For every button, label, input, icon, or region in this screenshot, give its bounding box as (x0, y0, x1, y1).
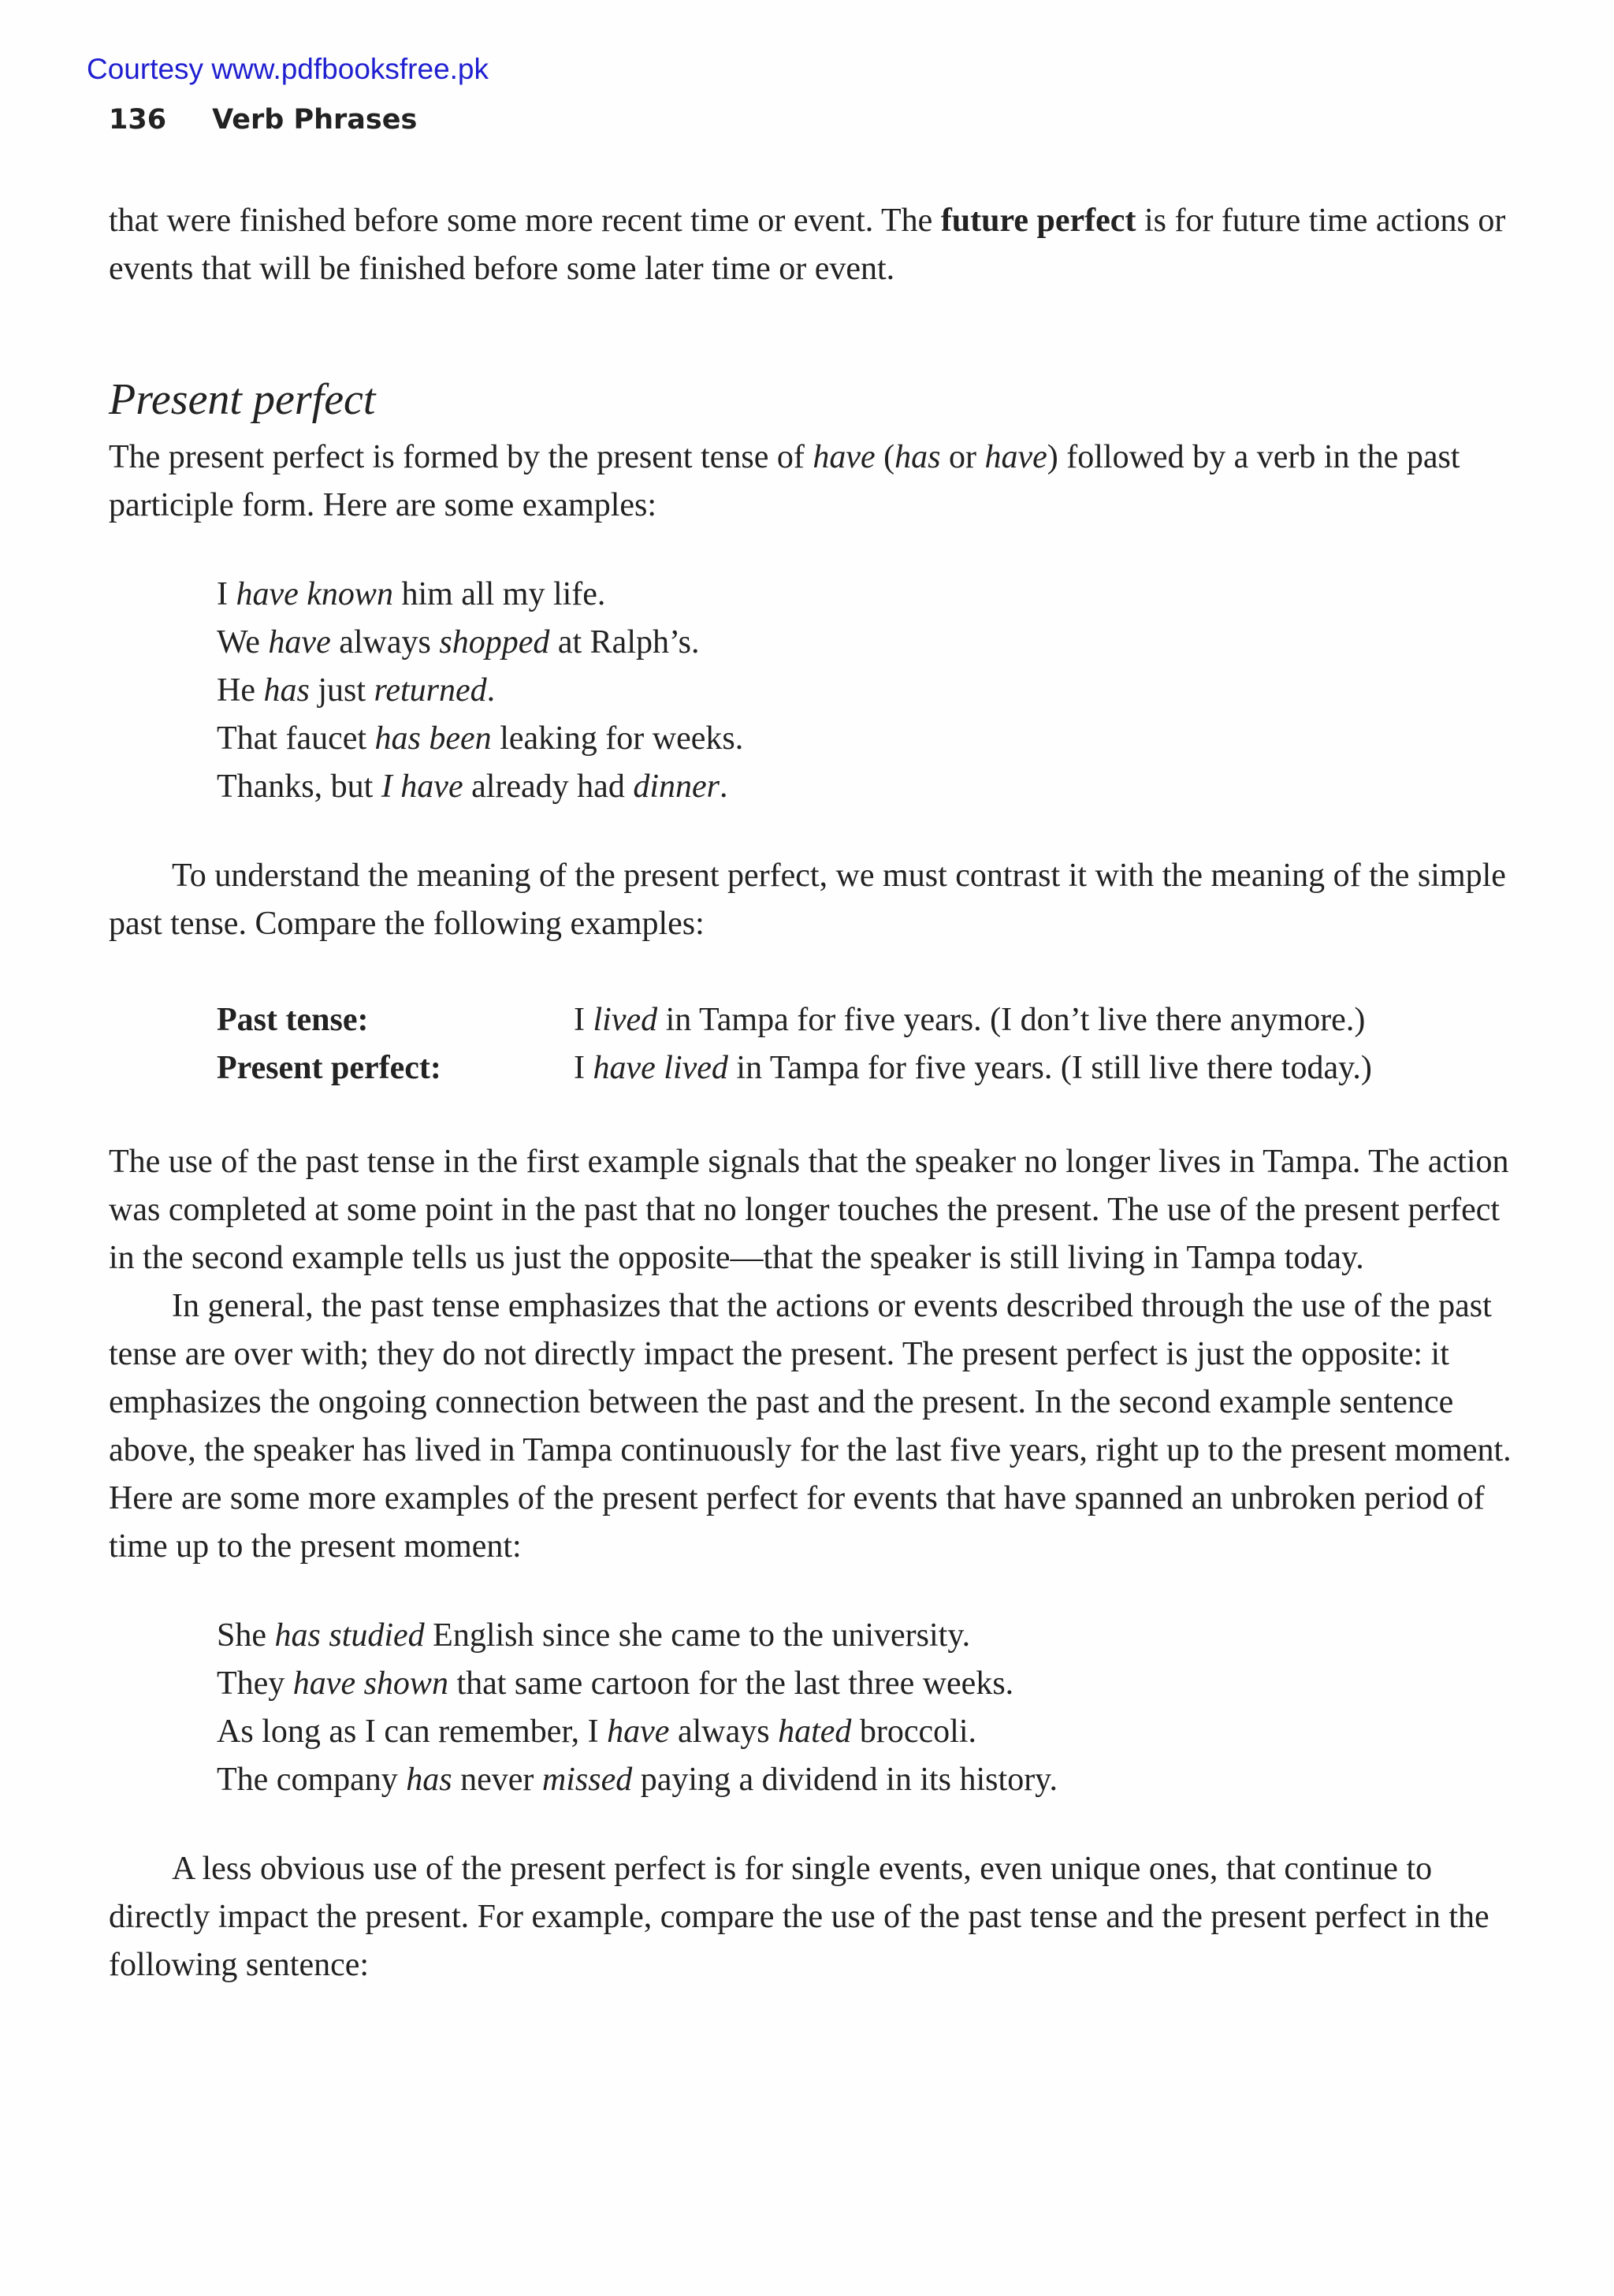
def-italic-have: have (813, 439, 876, 475)
comparison-verb: lived (593, 1002, 658, 1038)
general-paragraph: In general, the past tense emphasizes that the actions or events described through the use of the past tense are over with; they do not directly impact the present. The present perfect is just the opposite: it emphasizes the ongoing connection between the past and the present. In the second example sentence above, the speaker has lived in Tampa continuously for the last five years, right up to the present moment. Here are some more examples of the present perfect for events that have spanned an unbroken period of time up to the present moment: (109, 1288, 1512, 1565)
example-verb: has (263, 672, 310, 709)
example-line (217, 1756, 1512, 1804)
comparison-text: I (574, 1002, 593, 1038)
def-text-1: The present perfect is formed by the present tense of (109, 439, 813, 475)
example-verb: have shown (292, 1665, 448, 1702)
def-text-4: ) followed by a verb in the past participle form. Here are some examples: (109, 439, 1460, 523)
def-text-2: ( (875, 439, 895, 475)
intro-text-2: is for future time actions or events that will be finished before some later time or event. (109, 203, 1506, 287)
example-verb: have (268, 624, 331, 661)
running-header (109, 102, 417, 137)
example-verb: returned (374, 672, 487, 709)
example-verb: has studied (274, 1617, 425, 1654)
example-line (217, 571, 1512, 619)
comparison-text: I (574, 1050, 593, 1086)
example-text: always (669, 1714, 779, 1750)
intro-paragraph (109, 197, 1512, 293)
comparison-row-past (217, 996, 1512, 1044)
comparison-row-present-perfect (217, 1044, 1512, 1092)
def-text-3: or (940, 439, 985, 475)
explanation-paragraph: The use of the past tense in the first example signals that the speaker no longer lives in Tampa. The action was completed at some point in the past that no longer touches the present. The use of the present perfect in the second example tells us just the opposite—that the speaker is still living in Tampa today. (109, 1144, 1509, 1276)
example-text: As long as I can remember, I (217, 1714, 608, 1750)
example-text: We (217, 624, 269, 661)
comparison-text: in Tampa for five years. (I don’t live there anymore.) (657, 1002, 1366, 1038)
example-line (217, 667, 1512, 715)
closing-paragraph: A less obvious use of the present perfect is for single events, even unique ones, that continue to directly impact the present. For example, compare the use of the past tense and the present perfect in the following sentence: (109, 1851, 1489, 1983)
definition-paragraph (109, 434, 1512, 530)
example-text: They (217, 1665, 293, 1702)
example-list-1 (217, 571, 1512, 811)
chapter-title: Verb Phrases (212, 104, 418, 136)
example-line (217, 763, 1512, 811)
example-verb: hated (778, 1714, 852, 1750)
courtesy-watermark-link[interactable]: Courtesy www.pdfbooksfree.pk (87, 53, 489, 85)
comparison-table (217, 996, 1512, 1092)
example-text: English since she came to the university. (424, 1617, 971, 1654)
example-text: broccoli. (851, 1714, 976, 1750)
example-text: at Ralph’s. (549, 624, 700, 661)
example-verb: has (406, 1762, 452, 1798)
intro-term-future-perfect: future perfect (940, 203, 1136, 239)
intro-text-1: that were finished before some more recent time or event. The (109, 203, 941, 239)
example-text: Thanks, but (217, 768, 381, 805)
example-line (217, 619, 1512, 667)
example-line (217, 1660, 1512, 1708)
example-text: . (719, 768, 728, 805)
contrast-paragraph: To understand the meaning of the present perfect, we must contrast it with the meaning of the simple past tense. Compare the following examples: (109, 858, 1506, 942)
comparison-text: in Tampa for five years. (I still live there today.) (727, 1050, 1372, 1086)
example-text: She (217, 1617, 275, 1654)
example-text: I (217, 576, 236, 612)
example-text: always (330, 624, 440, 661)
example-verb: have (607, 1714, 670, 1750)
example-text: leaking for weeks. (491, 720, 744, 757)
example-text: . (486, 672, 496, 709)
comparison-label: Past tense: (217, 1002, 369, 1038)
example-text: already had (463, 768, 634, 805)
comparison-sentence (574, 996, 1365, 1044)
example-text: He (217, 672, 264, 709)
example-verb: dinner (633, 768, 720, 805)
example-text: just (309, 672, 374, 709)
example-text: The company (217, 1762, 407, 1798)
def-italic-has: has (894, 439, 941, 475)
section-heading: Present perfect (109, 375, 376, 424)
example-line (217, 715, 1512, 763)
example-text: him all my life. (392, 576, 606, 612)
example-verb: missed (541, 1762, 633, 1798)
comparison-verb: have lived (593, 1050, 728, 1086)
comparison-sentence (574, 1044, 1372, 1092)
page-number: 136 (109, 104, 167, 136)
comparison-label: Present perfect: (217, 1050, 441, 1086)
example-line (217, 1612, 1512, 1660)
example-list-2 (217, 1612, 1512, 1804)
example-verb: has been (374, 720, 492, 757)
example-text: that same cartoon for the last three weeks. (448, 1665, 1014, 1702)
example-verb: shopped (439, 624, 550, 661)
page-body (109, 197, 1512, 1989)
def-italic-have-2: have (984, 439, 1047, 475)
example-line (217, 1708, 1512, 1756)
example-verb: have known (236, 576, 393, 612)
example-verb: I have (381, 768, 463, 805)
example-text: never (452, 1762, 542, 1798)
example-text: paying a dividend in its history. (632, 1762, 1058, 1798)
example-text: That faucet (217, 720, 375, 757)
